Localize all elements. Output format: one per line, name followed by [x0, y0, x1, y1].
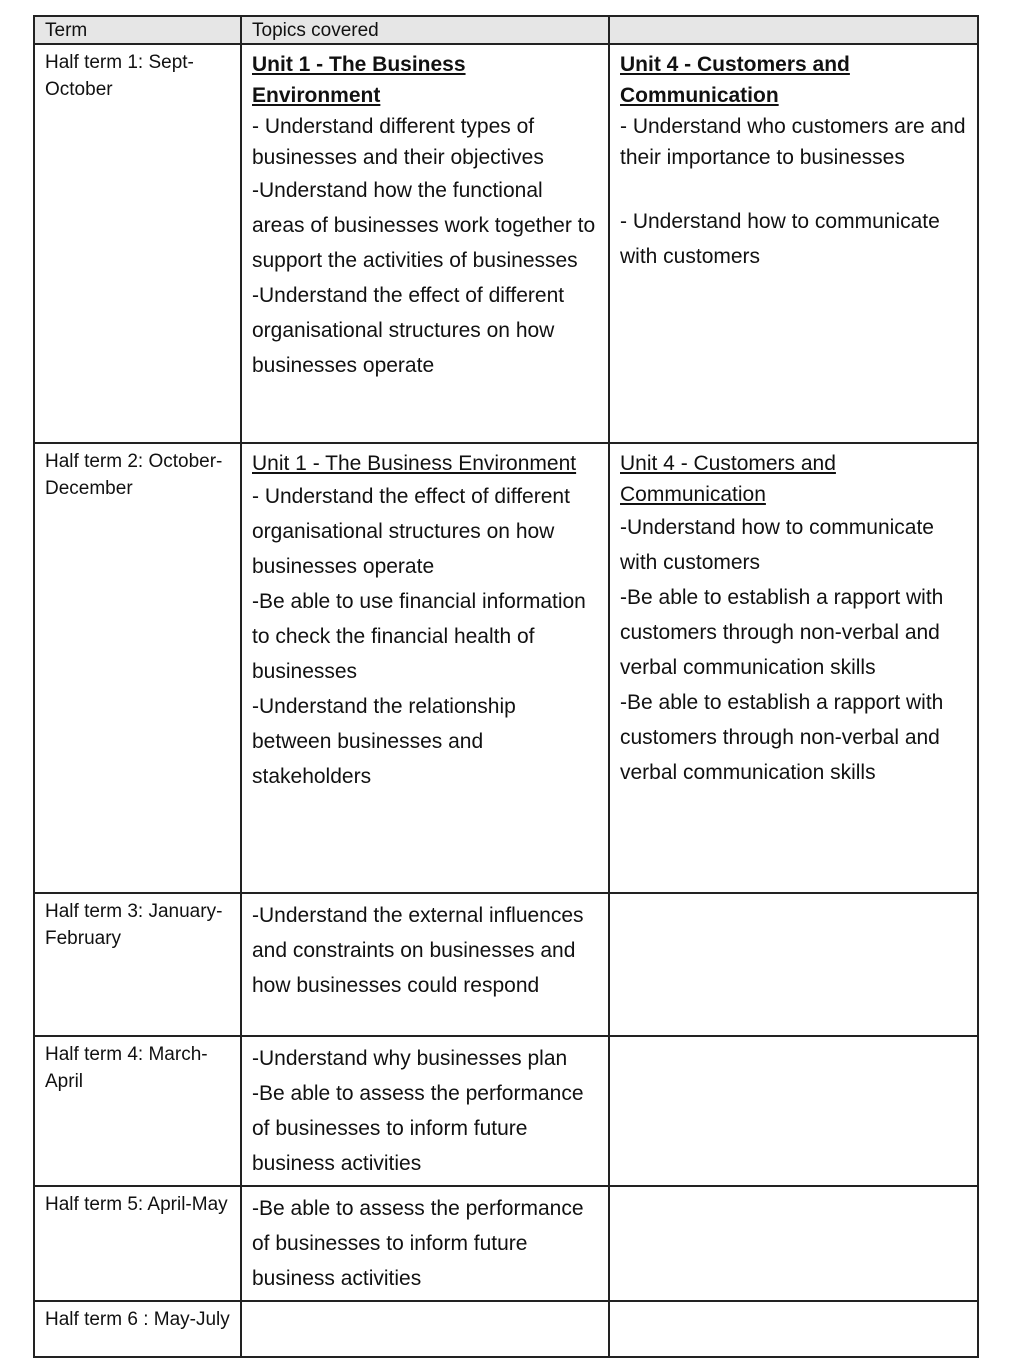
topic-item: -Be able to use financial information to check the financial health of businesses	[252, 590, 586, 683]
topic-item: -Understand the relationship between businesses and stakeholders	[252, 695, 516, 788]
topic-item: - Understand different types of businesses and their objectives	[252, 115, 544, 169]
empty-cell	[609, 1186, 978, 1301]
topic-item: -Understand how the functional areas of businesses work together to support the activities of businesses	[252, 179, 596, 272]
table-row	[34, 1036, 978, 1186]
topic-item: -Understand the external influences and constraints on businesses and how businesses could respond	[252, 904, 584, 997]
table-row	[34, 44, 978, 443]
empty-cell	[241, 1301, 609, 1357]
header-topics: Topics covered	[241, 16, 609, 44]
empty-cell	[609, 893, 978, 1036]
empty-cell	[609, 1301, 978, 1357]
term-cell: Half term 2: October- December	[34, 443, 241, 893]
header-term: Term	[34, 16, 241, 44]
header-blank	[609, 16, 978, 44]
table-row	[34, 893, 978, 1036]
unit-title: Unit 4 - Customers and Communication	[620, 53, 850, 107]
unit-title: Unit 4 - Customers and Communication	[620, 452, 836, 506]
header-row	[34, 16, 978, 44]
topics-cell	[241, 893, 609, 1036]
topic-item: - Understand the effect of different organisational structures on how businesses operate	[252, 485, 570, 578]
topic-item: - Understand who customers are and their importance to businesses	[620, 115, 966, 169]
topics-cell	[241, 443, 609, 893]
table-row	[34, 1186, 978, 1301]
topic-item: -Be able to assess the performance of businesses to inform future business activities	[252, 1197, 584, 1290]
curriculum-table	[33, 15, 979, 1358]
empty-cell	[609, 1036, 978, 1186]
topics-cell	[609, 443, 978, 893]
topic-item: -Be able to establish a rapport with customers through non-verbal and verbal communication skills	[620, 586, 944, 679]
term-cell: Half term 4: March-April	[34, 1036, 241, 1186]
topics-cell	[241, 44, 609, 443]
topics-cell	[609, 44, 978, 443]
topic-item: -Understand how to communicate with customers	[620, 516, 934, 574]
table-row	[34, 1301, 978, 1357]
topics-cell	[241, 1036, 609, 1186]
topics-cell	[241, 1186, 609, 1301]
unit-title: Unit 1 - The Business Environment	[252, 53, 466, 107]
unit-title: Unit 1 - The Business Environment	[252, 452, 577, 475]
topic-item: -Understand the effect of different organisational structures on how businesses operate	[252, 284, 565, 377]
table-row	[34, 443, 978, 893]
topic-item: -Be able to establish a rapport with customers through non-verbal and verbal communication skills	[620, 691, 944, 784]
term-cell: Half term 5: April-May	[34, 1186, 241, 1301]
topic-item: -Understand why businesses plan	[252, 1047, 568, 1070]
topic-item: - Understand how to communicate with customers	[620, 210, 940, 268]
topic-item: -Be able to assess the performance of businesses to inform future business activities	[252, 1082, 584, 1175]
term-cell: Half term 3: January- February	[34, 893, 241, 1036]
term-cell: Half term 1: Sept-October	[34, 44, 241, 443]
term-cell: Half term 6 : May-July	[34, 1301, 241, 1357]
